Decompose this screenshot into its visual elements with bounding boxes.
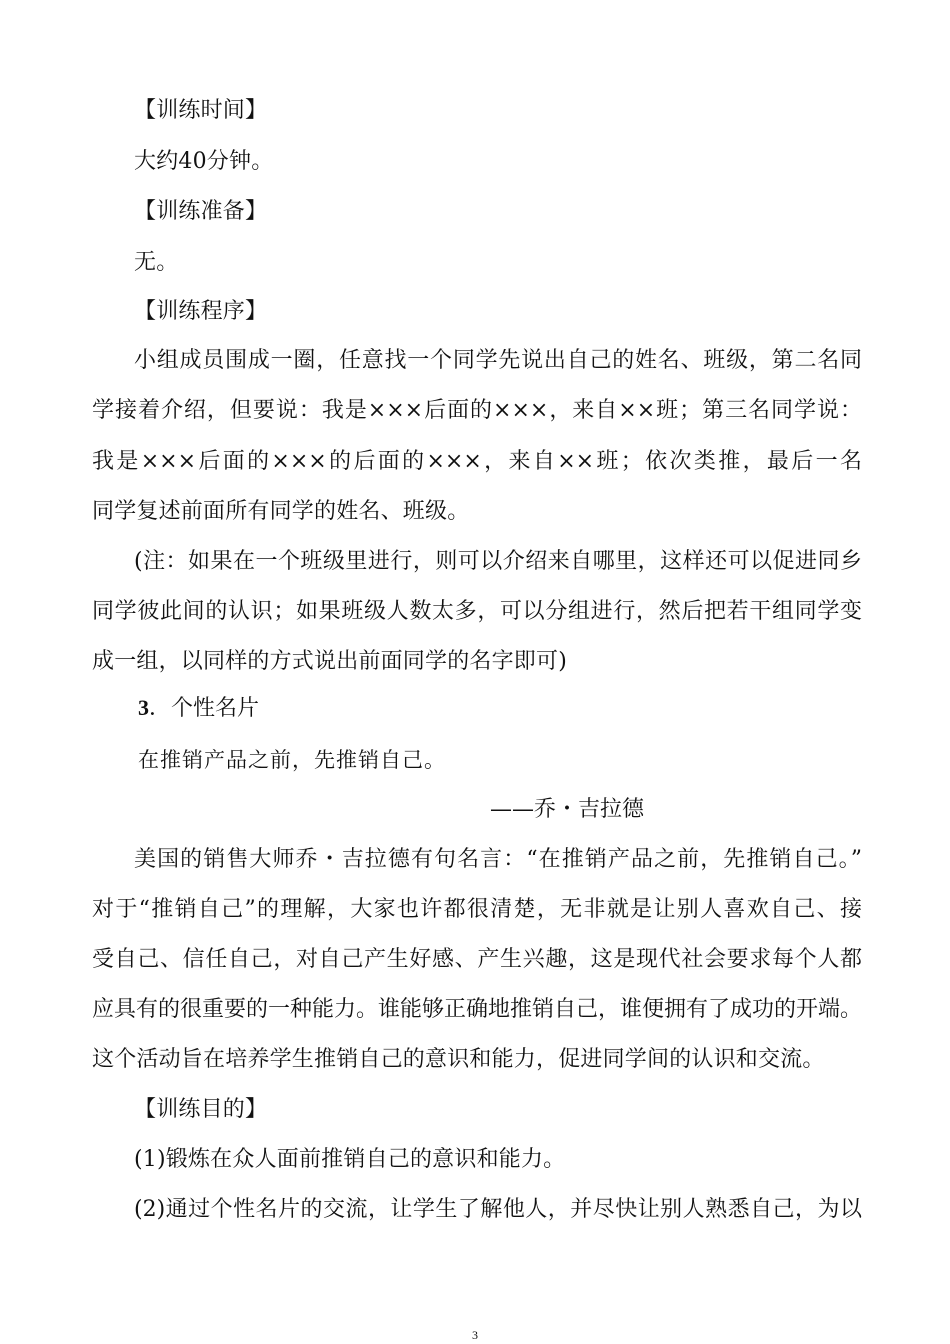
training-time-text: 大约40分钟。: [134, 149, 274, 174]
intro-line: 应具有的很重要的一种能力。谁能够正确地推销自己，谁便拥有了成功的开端。: [92, 997, 863, 1022]
procedure-line: 学接着介绍，但要说：我是×××后面的×××，来自××班；第三名同学说：: [92, 398, 862, 423]
goal-item: (1)锻炼在众人面前推销自己的意识和能力。: [134, 1147, 566, 1172]
intro-line: 这个活动旨在培养学生推销自己的意识和能力，促进同学间的认识和交流。: [92, 1047, 825, 1072]
note-line: 成一组，以同样的方式说出前面同学的名字即可): [92, 649, 567, 674]
epigraph-quote: 在推销产品之前，先推销自己。: [138, 748, 446, 772]
note-line: (注：如果在一个班级里进行，则可以介绍来自哪里，这样还可以促进同乡: [134, 549, 862, 574]
section-title: ．个性名片: [149, 696, 260, 721]
note-line: 同学彼此间的认识；如果班级人数太多，可以分组进行，然后把若干组同学变: [92, 599, 862, 624]
training-time-heading: 【训练时间】: [134, 98, 268, 123]
page-number: 3: [472, 1328, 478, 1342]
section-number: 3: [138, 695, 149, 720]
intro-line: 对于“推销自己”的理解，大家也许都很清楚，无非就是让别人喜欢自己、接: [92, 897, 862, 922]
training-prep-heading: 【训练准备】: [134, 199, 268, 224]
intro-line: 受自己、信任自己，对自己产生好感、产生兴趣，这是现代社会要求每个人都: [92, 947, 862, 972]
epigraph-attribution: ——乔・吉拉德: [490, 797, 645, 822]
procedure-line: 同学复述前面所有同学的姓名、班级。: [92, 499, 470, 524]
goal-item: (2)通过个性名片的交流，让学生了解他人，并尽快让别人熟悉自己，为以: [134, 1197, 862, 1222]
procedure-line: 小组成员围成一圈，任意找一个同学先说出自己的姓名、班级，第二名同: [134, 348, 862, 373]
training-goal-heading: 【训练目的】: [134, 1097, 268, 1122]
training-prep-text: 无。: [134, 250, 179, 275]
training-procedure-heading: 【训练程序】: [134, 299, 268, 324]
section-heading: [138, 694, 259, 723]
procedure-line: 我是×××后面的×××的后面的×××，来自××班；依次类推，最后一名: [92, 449, 862, 474]
intro-line: 美国的销售大师乔・吉拉德有句名言：“在推销产品之前，先推销自己。”: [134, 847, 862, 872]
